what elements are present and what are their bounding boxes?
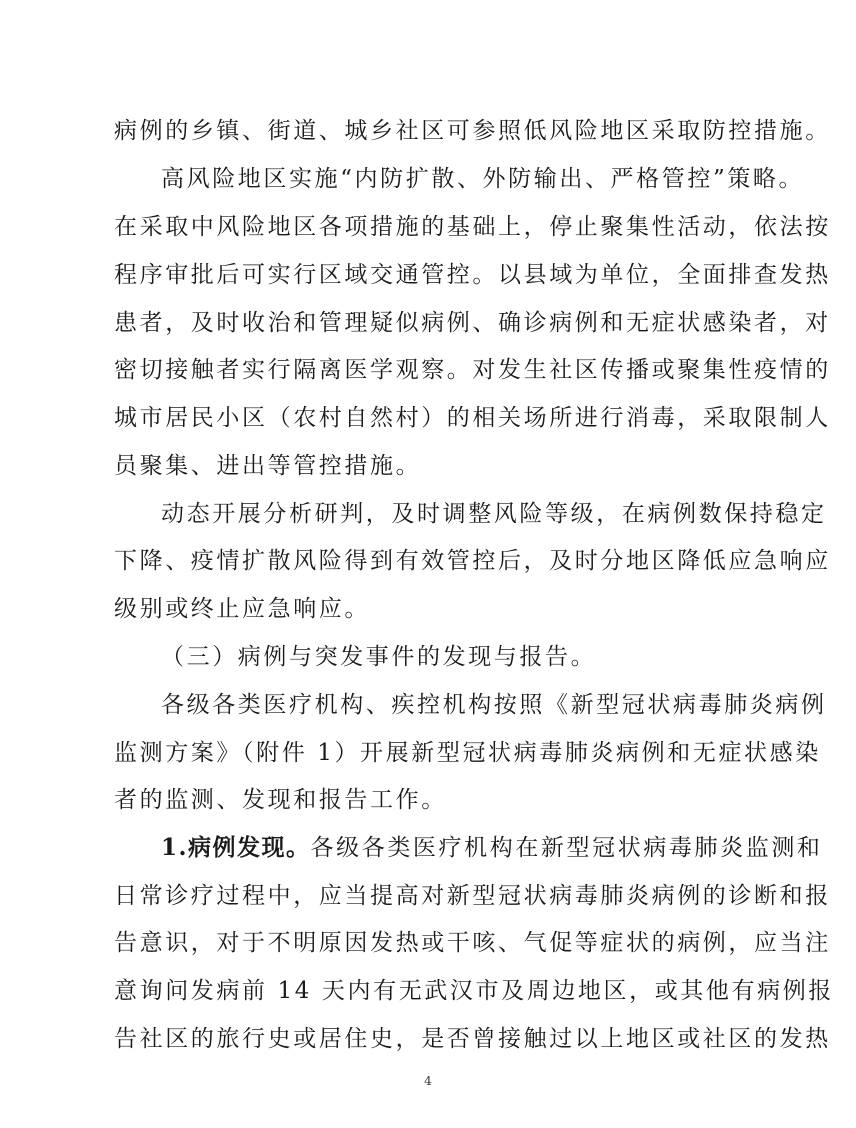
text-line-6: 密切接触者实行隔离医学观察。对发生社区传播或聚集性疫情的	[114, 357, 831, 383]
text-line-8: 员聚集、进出等管控措施。	[114, 453, 422, 479]
text-line-5: 患者，及时收治和管理疑似病例、确诊病例和无症状感染者，对	[114, 310, 831, 336]
text-line-13: 各级各类医疗机构、疾控机构按照《新型冠状病毒肺炎病例	[161, 692, 827, 718]
text-line-20: 告社区的旅行史或居住史，是否曾接触过以上地区或社区的发热	[114, 1026, 831, 1052]
text-line-14: 监测方案》（附件 1）开展新型冠状病毒肺炎病例和无症状感染	[114, 740, 821, 766]
section-heading: （三）病例与突发事件的发现与报告。	[161, 644, 597, 670]
text-line-19: 意询问发病前 14 天内有无武汉市及周边地区，或其他有病例报	[114, 978, 834, 1004]
text-line-11: 级别或终止应急响应。	[114, 596, 370, 622]
text-line-16	[0, 833, 856, 863]
text-line-4: 程序审批后可实行区域交通管控。以县域为单位，全面排查发热	[114, 262, 831, 288]
text-line-15: 者的监测、发现和报告工作。	[114, 787, 447, 813]
text-line-9: 动态开展分析研判，及时调整风险等级，在病例数保持稳定	[161, 501, 827, 527]
subheading-case-discovery: 1.病例发现。	[161, 834, 311, 861]
text-line-7: 城市居民小区（农村自然村）的相关场所进行消毒，采取限制人	[114, 405, 831, 431]
text-line-18: 告意识，对于不明原因发热或干咳、气促等症状的病例，应当注	[114, 930, 831, 956]
text-line-3: 在采取中风险地区各项措施的基础上，停止聚集性活动，依法按	[114, 214, 831, 240]
text-line-16-body: 各级各类医疗机构在新型冠状病毒肺炎监测和	[310, 835, 823, 861]
text-line-1: 病例的乡镇、街道、城乡社区可参照低风险地区采取防控措施。	[114, 118, 831, 144]
text-line-10: 下降、疫情扩散风险得到有效管控后，及时分地区降低应急响应	[114, 548, 831, 574]
text-line-17: 日常诊疗过程中，应当提高对新型冠状病毒肺炎病例的诊断和报	[114, 883, 831, 909]
page-number: 4	[424, 1074, 432, 1088]
text-line-2: 高风险地区实施“内防扩散、外防输出、严格管控”策略。	[161, 166, 805, 192]
